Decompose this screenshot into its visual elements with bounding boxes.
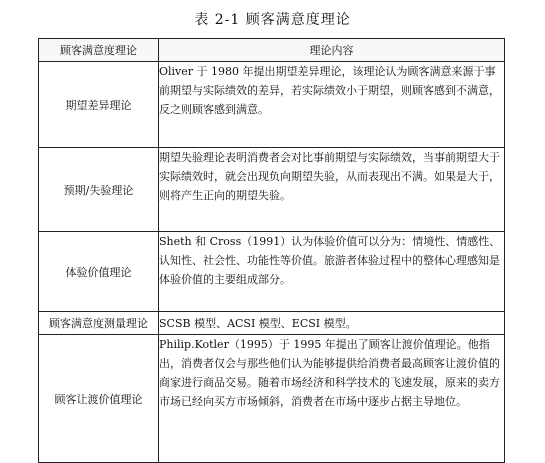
table-row [39, 148, 505, 232]
table-row [39, 62, 505, 148]
header-theory-content: 理论内容 [159, 39, 505, 62]
table-row [39, 312, 505, 335]
theory-name: 顾客让渡价值理论 [39, 335, 159, 463]
theory-content: Philip.Kotler（1995）于 1995 年提出了顾客让渡价值理论。他指出，消费者仅会与那些他们认为能够提供给消费者最高顾客让渡价值的商家进行商品交易。随着市场经济和科学技术的飞速发展，原来的卖方市场已经向买方市场倾斜，消费者在市场中逐步占据主导地位。 [159, 335, 505, 463]
theory-name: 顾客满意度测量理论 [39, 312, 159, 335]
theory-name: 预期/失验理论 [39, 148, 159, 232]
header-theory-name: 顾客满意度理论 [39, 39, 159, 62]
theory-content: SCSB 模型、ACSI 模型、ECSI 模型。 [159, 312, 505, 335]
theory-content: Oliver 于 1980 年提出期望差异理论，该理论认为顾客满意来源于事前期望与实际绩效的差异，若实际绩效小于期望，则顾客感到不满意，反之则顾客感到满意。 [159, 62, 505, 148]
theory-content: 期望失验理论表明消费者会对比事前期望与实际绩效，当事前期望大于实际绩效时，就会出现负向期望失验，从而表现出不满。如果是大于，则将产生正向的期望失验。 [159, 148, 505, 232]
table-header-row [39, 39, 505, 62]
table-row [39, 335, 505, 463]
theory-name: 期望差异理论 [39, 62, 159, 148]
theory-name: 体验价值理论 [39, 232, 159, 312]
table-caption: 表 2-1 顾客满意度理论 [194, 12, 351, 28]
table-row [39, 232, 505, 312]
theory-content: Sheth 和 Cross（1991）认为体验价值可以分为：情境性、情感性、认知性、社会性、功能性等价值。旅游者体验过程中的整体心理感知是体验价值的主要组成部分。 [159, 232, 505, 312]
theory-table [38, 38, 505, 463]
